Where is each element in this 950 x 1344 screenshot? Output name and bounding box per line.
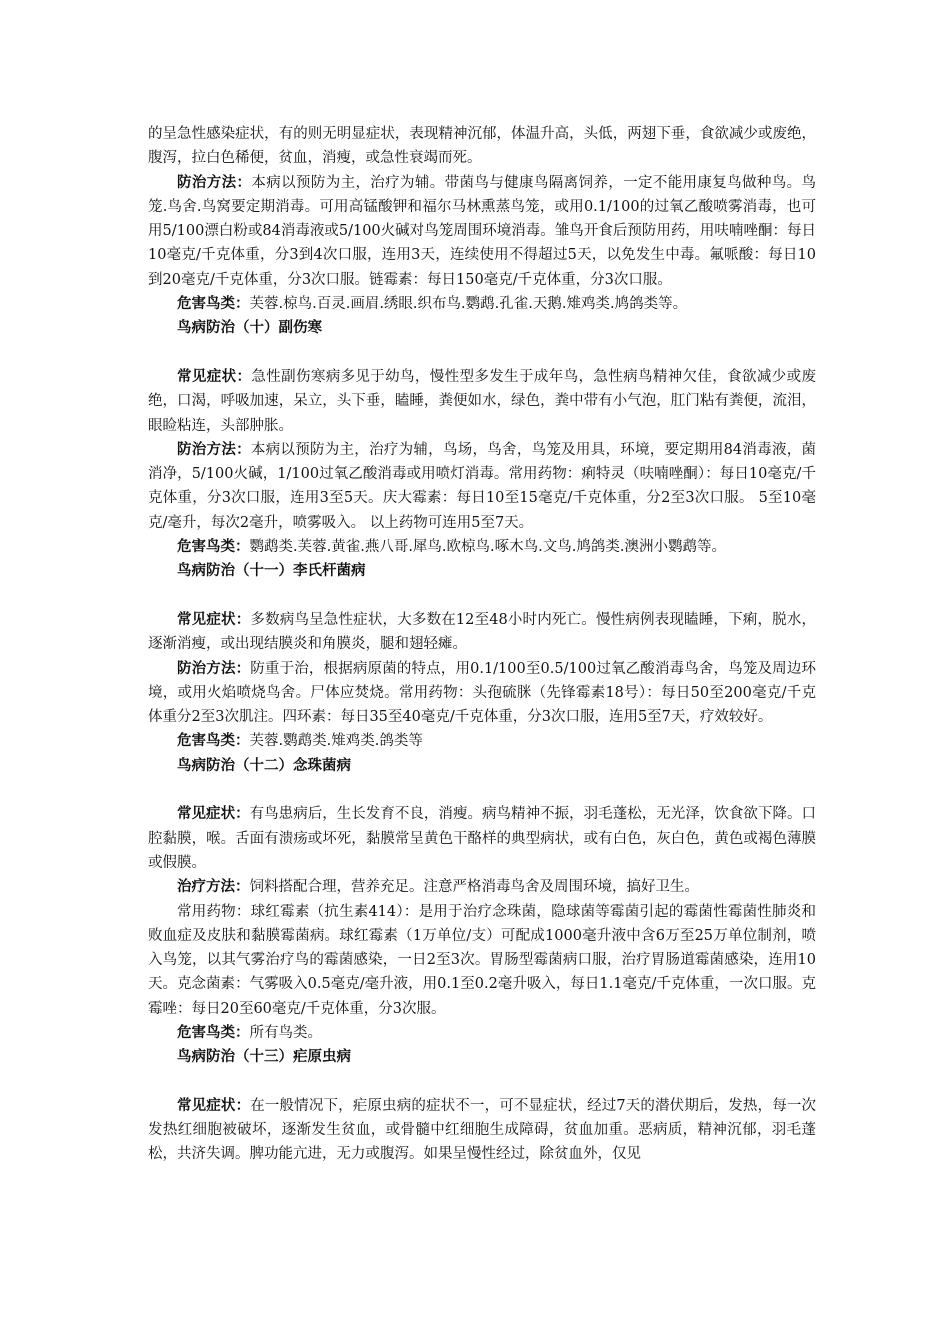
paragraph-text: 的呈急性感染症状，有的则无明显症状，表现精神沉郁，体温升高，头低，两翅下垂，食欲减少或废绝，腹泻，拉白色稀便，贫血，消瘦，或急性衰竭而死。 [148, 126, 816, 167]
paragraph-lead: 常见症状： [177, 367, 252, 385]
paragraph-text: 饲料搭配合理，营养充足。注意严格消毒鸟舍及周围环境，搞好卫生。 [249, 879, 699, 896]
paragraph-text: 常用药物：球红霉素（抗生素414）：是用于治疗念珠菌，隐球菌等霉菌引起的霉菌性霉菌性肺炎和败血症及皮肤和黏膜霉菌病。球红霉素（1万单位/支）可配成1000毫升液中含6万至25万单位制剂，喷入鸟笼，以其气雾治疗鸟的霉菌感染，一日2至3次。胃肠型霉菌病口服，治疗胃肠道霉菌感染，连用10天。克念菌素：气雾吸入0.5毫克/毫升液，用0.1至0.2毫升吸入，每日1.1毫克/千克体重，一次口服。克霉唑：每日20至60毫克/千克体重，分3次服。 [148, 903, 816, 1017]
paragraph-lead: 治疗方法： [177, 878, 250, 896]
paragraph [148, 1094, 816, 1167]
paragraph-text: 鹦鹉类.芙蓉.黄雀.燕八哥.犀鸟.欧椋鸟.啄木鸟.文鸟.鸠鸽类.澳洲小鹦鹉等。 [249, 539, 726, 556]
paragraph [148, 171, 816, 292]
document-body [148, 122, 816, 1167]
paragraph-text: 芙蓉.椋鸟.百灵.画眉.绣眼.织布鸟.鹦鹉.孔雀.天鹅.雉鸡类.鸠鸽类等。 [249, 296, 688, 313]
paragraph-text: 所有鸟类。 [249, 1024, 322, 1041]
paragraph-lead: 常见症状： [177, 610, 251, 628]
paragraph-lead: 危害鸟类： [177, 732, 250, 750]
paragraph-text: 多数病鸟呈急性症状，大多数在12至48小时内死亡。慢性病例表现瞌睡，下痢，脱水，逐渐消瘦，或出现结膜炎和角膜炎，腿和翅轻瘫。 [148, 611, 816, 653]
paragraph [148, 122, 816, 171]
paragraph [148, 900, 816, 1021]
paragraph [148, 802, 816, 875]
paragraph-text: 防重于治，根据病原菌的特点，用0.1/100至0.5/100过氧乙酸消毒鸟舍，鸟笼及周边环境，或用火焰喷烧鸟舍。尸体应焚烧。常用药物：头孢硫脒（先锋霉素18号）：每日50至200毫克/千克体重分2至3次肌注。四环素：每日35至40毫克/千克体重，分3次口服，连用5至7天，疗效较好。 [148, 660, 816, 726]
section-heading: 鸟病防治（十二）念珠菌病 [177, 756, 351, 774]
section-heading: 鸟病防治（十三）疟原虫病 [177, 1048, 351, 1066]
paragraph-text: 在一般情况下，疟原虫病的症状不一，可不显症状，经过7天的潜伏期后，发热，每一次发热红细胞被破坏，逐渐发生贫血，或骨髓中红细胞生成障碍，贫血加重。恶病质，精神沉郁，羽毛蓬松，共济失调。脾功能亢进，无力或腹泻。如果呈慢性经过，除贫血外，仅见 [148, 1097, 816, 1163]
paragraph-text: 急性副伤寒病多见于幼鸟，慢性型多发生于成年鸟，急性病鸟精神欠佳，食欲减少或废绝，口渴，呼吸加速，呆立，头下垂，瞌睡，粪便如水，绿色，粪中带有小气泡，肛门粘有粪便，流泪，眼睑粘连，头部肿胀。 [148, 368, 817, 434]
paragraph-lead: 常见症状： [177, 1096, 251, 1114]
paragraph [148, 535, 816, 559]
paragraph-lead: 常见症状： [177, 805, 250, 823]
paragraph-lead: 危害鸟类： [177, 1023, 250, 1041]
paragraph-lead: 防治方法： [177, 173, 252, 191]
paragraph [148, 1021, 816, 1045]
paragraph-text: 本病以预防为主，治疗为辅，鸟场，鸟舍，鸟笼及用具，环境，要定期用84消毒液，菌消净，5/100火碱，1/100过氧乙酸消毒或用喷灯消毒。常用药物：痢特灵（呋喃唑酮）：每日10毫克/千克体重，分3次口服，连用3至5天。庆大霉素：每日10至15毫克/千克体重，分2至3次口服。 5至10毫克/毫升，每次2毫升，喷雾吸入。 以上药物可连用5至7天。 [148, 441, 816, 531]
paragraph-text: 本病以预防为主，治疗为辅。带菌鸟与健康鸟隔离饲养，一定不能用康复鸟做种鸟。鸟笼.鸟舍.鸟窝要定期消毒。可用高锰酸钾和福尔马林熏蒸鸟笼，或用0.1/100的过氧乙酸喷雾消毒，也可用5/100漂白粉或84消毒液或5/100火碱对鸟笼周围环境消毒。雏鸟开食后预防用药，用呋喃唑酮：每日10毫克/千克体重，分3到4次口服，连用3天，连续使用不得超过5天，以免发生中毒。氟哌酸：每日10到20毫克/千克体重，分3次口服。链霉素：每日150毫克/千克体重，分3次口服。 [148, 174, 817, 288]
paragraph [148, 729, 816, 753]
paragraph [148, 608, 816, 657]
paragraph-text: 有鸟患病后，生长发育不良，消瘦。病鸟精神不振，羽毛蓬松，无光泽，饮食欲下降。口腔黏膜，喉。舌面有溃疡或坏死，黏膜常呈黄色干酪样的典型病状，或有白色，灰白色，黄色或褐色薄膜或假膜。 [148, 806, 817, 871]
paragraph [148, 438, 816, 535]
paragraph-lead: 危害鸟类： [177, 295, 250, 313]
section-heading: 鸟病防治（十）副伤寒 [177, 319, 322, 337]
paragraph [148, 657, 816, 730]
paragraph [148, 875, 816, 899]
paragraph-lead: 防治方法： [177, 659, 251, 677]
paragraph [148, 292, 816, 316]
section-heading: 鸟病防治（十一）李氏杆菌病 [177, 562, 366, 580]
paragraph-lead: 危害鸟类： [177, 538, 250, 556]
paragraph [148, 365, 816, 438]
paragraph-text: 芙蓉.鹦鹉类.雉鸡类.鸽类等 [249, 733, 423, 750]
paragraph-lead: 防治方法： [177, 440, 251, 458]
